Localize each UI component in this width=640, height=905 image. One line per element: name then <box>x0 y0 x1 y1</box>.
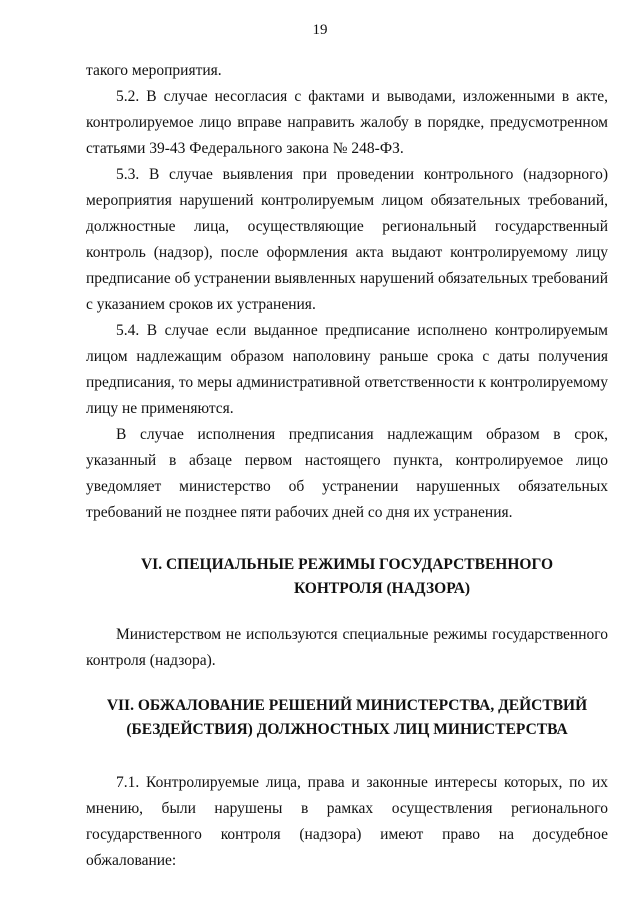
paragraph-5-4: 5.4. В случае если выданное предписание исполнено контролируемым лицом надлежащим образом наполовину раньше срока с даты получения предписания, то меры административной ответственности к контролируемому лицу не применяются. <box>86 322 608 417</box>
section-heading-vii-line2: (БЕЗДЕЙСТВИЯ) ДОЛЖНОСТНЫХ ЛИЦ МИНИСТЕРСТВА <box>126 721 568 738</box>
paragraph-5-4-second: В случае исполнения предписания надлежащим образом в срок, указанный в абзаце первом настоящего пункта, контролируемое лицо уведомляет министерство об устранении нарушенных обязательных требований не позднее пяти рабочих дней со дня их устранения. <box>86 426 608 521</box>
section-heading-vi-line2: КОНТРОЛЯ (НАДЗОРА) <box>293 580 471 597</box>
paragraph-vi: Министерством не используются специальные режимы государственного контроля (надзора). <box>86 626 608 669</box>
paragraph-5-3: 5.3. В случае выявления при проведении контрольного (надзорного) мероприятия нарушений контролируемым лицом обязательных требований, должностные лица, осуществляющие региональный государственный контроль (надзор), после оформления акта выдают контролируемому лицу предписание об устранении выявленных нарушений обязательных требований с указанием сроков их устранения. <box>86 166 608 313</box>
paragraph-5-2: 5.2. В случае несогласия с фактами и выводами, изложенными в акте, контролируемое лицо вправе направить жалобу в порядке, предусмотренном статьями 39-43 Федерального закона № 248-ФЗ. <box>86 88 608 157</box>
section-heading-vii-line1: VII. ОБЖАЛОВАНИЕ РЕШЕНИЙ МИНИСТЕРСТВА, ДЕЙСТВИЙ <box>106 697 588 714</box>
page-number: 19 <box>312 22 328 38</box>
paragraph-continuation: такого мероприятия. <box>86 62 222 79</box>
section-heading-vi-line1: VI. СПЕЦИАЛЬНЫЕ РЕЖИМЫ ГОСУДАРСТВЕННОГО <box>140 556 553 573</box>
paragraph-7-1: 7.1. Контролируемые лица, права и законные интересы которых, по их мнению, были нарушены в рамках осуществления регионального государственного контроля (надзора) имеют право на досудебное обжалование: <box>86 774 608 869</box>
section-heading-vi <box>86 553 608 601</box>
section-heading-vii <box>86 694 608 742</box>
